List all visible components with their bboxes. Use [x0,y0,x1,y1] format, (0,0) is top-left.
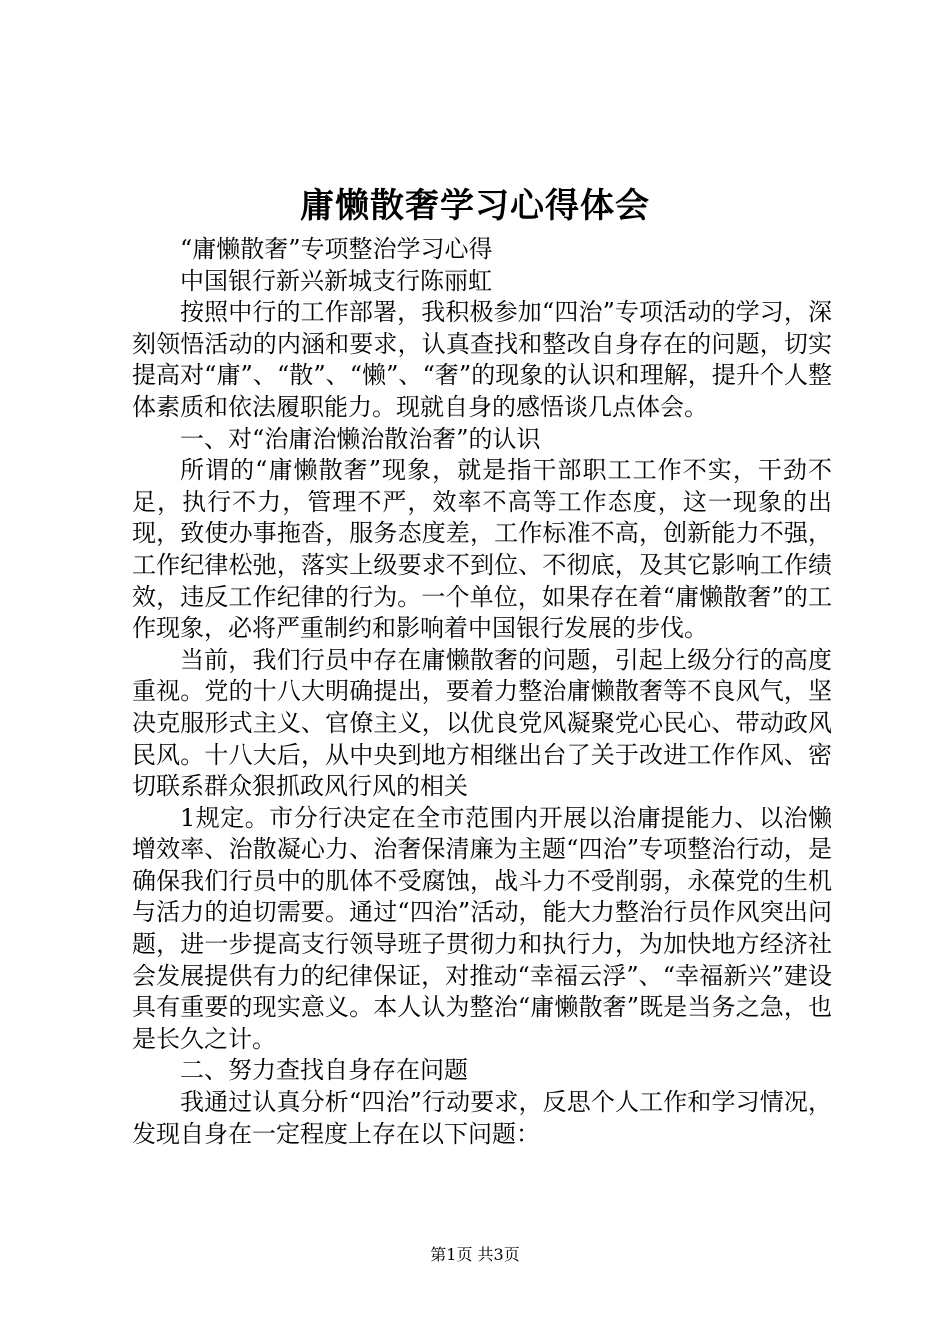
body-paragraph: 所谓的“庸懒散奢”现象，就是指干部职工工作不实，干劲不足，执行不力，管理不严，效率不高等工作态度，这一现象的出现，致使办事拖沓，服务态度差，工作标准不高，创新能力不强，工作纪律松弛，落实上级要求不到位、不彻底，及其它影响工作绩效，违反工作纪律的行为。一个单位，如果存在着“庸懒散奢”的工作现象，必将严重制约和影响着中国银行发展的步伐。 [132,456,832,643]
body-paragraph: 当前，我们行员中存在庸懒散奢的问题，引起上级分行的高度重视。党的十八大明确提出，要着力整治庸懒散奢等不良风气，坚决克服形式主义、官僚主义，以优良党风凝聚党心民心、带动政风民风。十八大后，从中央到地方相继出台了关于改进工作作风、密切联系群众狠抓政风行风的相关 [132,645,832,801]
document-body [132,234,832,1150]
page-number-footer: 第1页 共3页 [430,1245,520,1264]
document-title: 庸懒散奢学习心得体会 [300,186,650,226]
author-line: 中国银行新兴新城支行陈丽虹 [180,266,492,295]
section-heading: 二、努力查找自身存在问题 [180,1056,468,1085]
body-paragraph: 我通过认真分析“四治”行动要求，反思个人工作和学习情况，发现自身在一定程度上存在以下问题： [132,1088,832,1148]
subtitle-paragraph: “庸懒散奢”专项整治学习心得 [180,235,493,263]
section-heading: 一、对“治庸治懒治散治奢”的认识 [180,424,541,453]
body-paragraph: 按照中行的工作部署，我积极参加“四治”专项活动的学习，深刻领悟活动的内涵和要求，认真查找和整改自身存在的问题，切实提高对“庸”、“散”、“懒”、“奢”的现象的认识和理解，提升个人整体素质和依法履职能力。现就自身的感悟谈几点体会。 [132,298,832,421]
body-paragraph: 1规定。市分行决定在全市范围内开展以治庸提能力、以治懒增效率、治散凝心力、治奢保清廉为主题“四治”专项整治行动，是确保我们行员中的肌体不受腐蚀，战斗力不受削弱，永葆党的生机与活力的迫切需要。通过“四治”活动，能大力整治行员作风突出问题，进一步提高支行领导班子贯彻力和执行力，为加快地方经济社会发展提供有力的纪律保证，对推动“幸福云浮”、“幸福新兴”建设具有重要的现实意义。本人认为整治“庸懒散奢”既是当务之急，也是长久之计。 [132,803,832,1053]
